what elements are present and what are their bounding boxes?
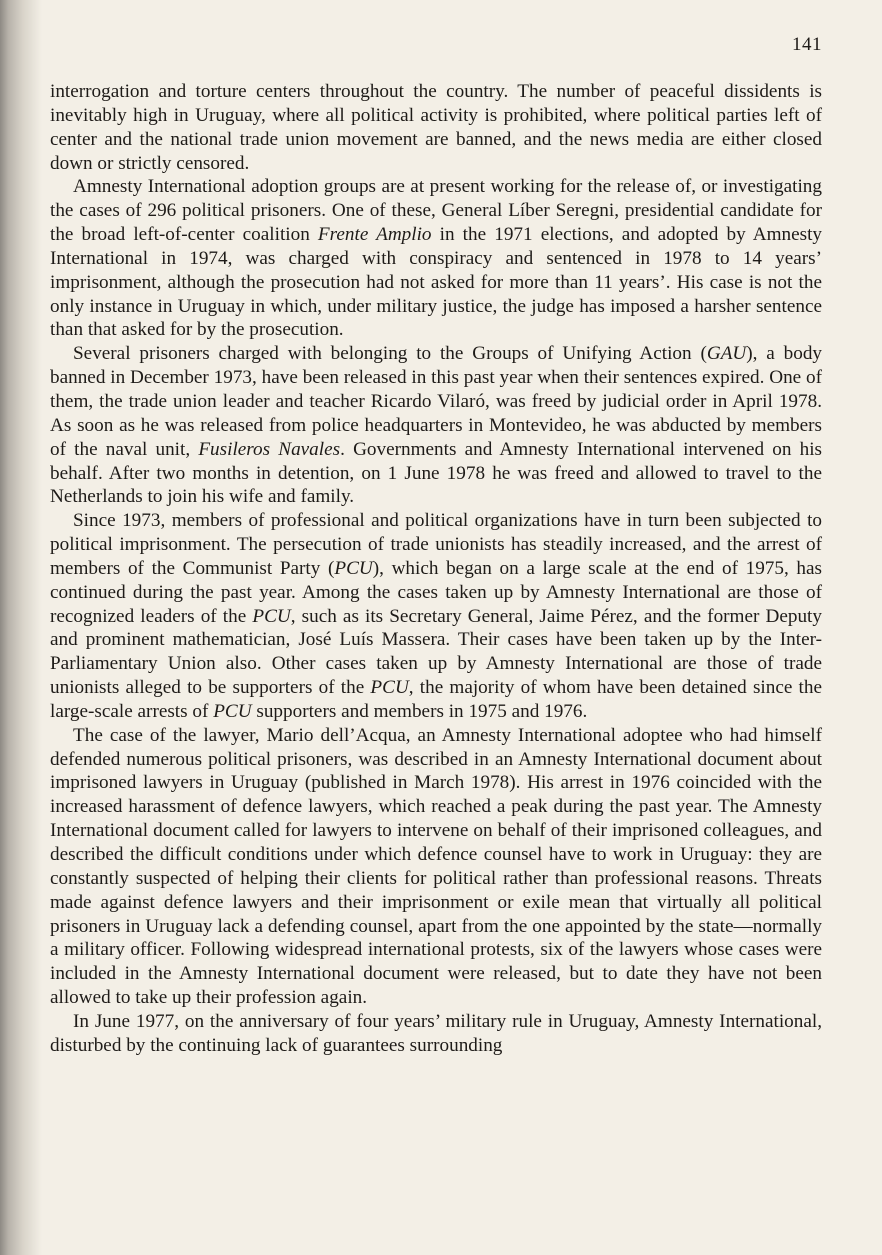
body-text	[50, 80, 822, 1058]
paragraph: The case of the lawyer, Mario dell’Acqua, an Amnesty International adoptee who had himself defended numerous political prisoners, was described in an Amnesty International document about imprisoned lawyers in Uruguay (published in March 1978). His arrest in 1976 coincided with the increased harassment of defence lawyers, which reached a peak during the past year. The Amnesty International document called for lawyers to intervene on behalf of their imprisoned colleagues, and described the difficult conditions under which defence counsel have to work in Uruguay: they are constantly suspected of helping their clients for political rather than professional reasons. Threats made against defence lawyers and their imprisonment or exile mean that virtually all political prisoners in Uruguay lack a defending counsel, apart from the one appointed by the state—normally a military officer. Following widespread international protests, six of the lawyers whose cases were included in the Amnesty International document were released, but to date they have not been allowed to take up their profession again.	[50, 724, 822, 1009]
paragraph: interrogation and torture centers throughout the country. The number of peaceful dissidents is inevitably high in Uruguay, where all political activity is prohibited, where political parties left of center and the national trade union movement are banned, and the news media are either closed down or strictly censored.	[50, 81, 822, 174]
page-number: 141	[792, 34, 822, 55]
page-gutter-shadow	[0, 0, 42, 1255]
paragraph: Since 1973, members of professional and political organizations have in turn been subjected to political imprisonment. The persecution of trade unionists has steadily increased, and the arrest of members of the Communist Party (PCU), which began on a large scale at the end of 1975, has continued during the past year. Among the cases taken up by Amnesty International are those of recognized leaders of the PCU, such as its Secretary General, Jaime Pérez, and the former Deputy and prominent mathematician, José Luís Massera. Their cases have been taken up by the Inter-Parliamentary Union also. Other cases taken up by Amnesty International are those of trade unionists alleged to be supporters of the PCU, the majority of whom have been detained since the large-scale arrests of PCU supporters and members in 1975 and 1976.	[50, 510, 822, 722]
paragraph: Several prisoners charged with belonging to the Groups of Unifying Action (GAU), a body banned in December 1973, have been released in this past year when their sentences expired. One of them, the trade union leader and teacher Ricardo Vilaró, was freed by judicial order in April 1978. As soon as he was released from police headquarters in Montevideo, he was abducted by members of the naval unit, Fusileros Navales. Governments and Amnesty International intervened on his behalf. After two months in detention, on 1 June 1978 he was freed and allowed to travel to the Netherlands to join his wife and family.	[50, 343, 823, 508]
paragraph: In June 1977, on the anniversary of four years’ military rule in Uruguay, Amnesty International, disturbed by the continuing lack of guarantees surrounding	[50, 1010, 822, 1056]
paragraph: Amnesty International adoption groups are at present working for the release of, or investigating the cases of 296 political prisoners. One of these, General Líber Seregni, presidential candidate for the broad left-of-center coalition Frente Amplio in the 1971 elections, and adopted by Amnesty International in 1974, was charged with conspiracy and sentenced in 1978 to 14 years’ imprisonment, although the prosecution had not asked for more than 11 years’. His case is not the only instance in Uruguay in which, under military justice, the judge has imposed a harsher sentence than that asked for by the prosecution.	[50, 176, 822, 341]
